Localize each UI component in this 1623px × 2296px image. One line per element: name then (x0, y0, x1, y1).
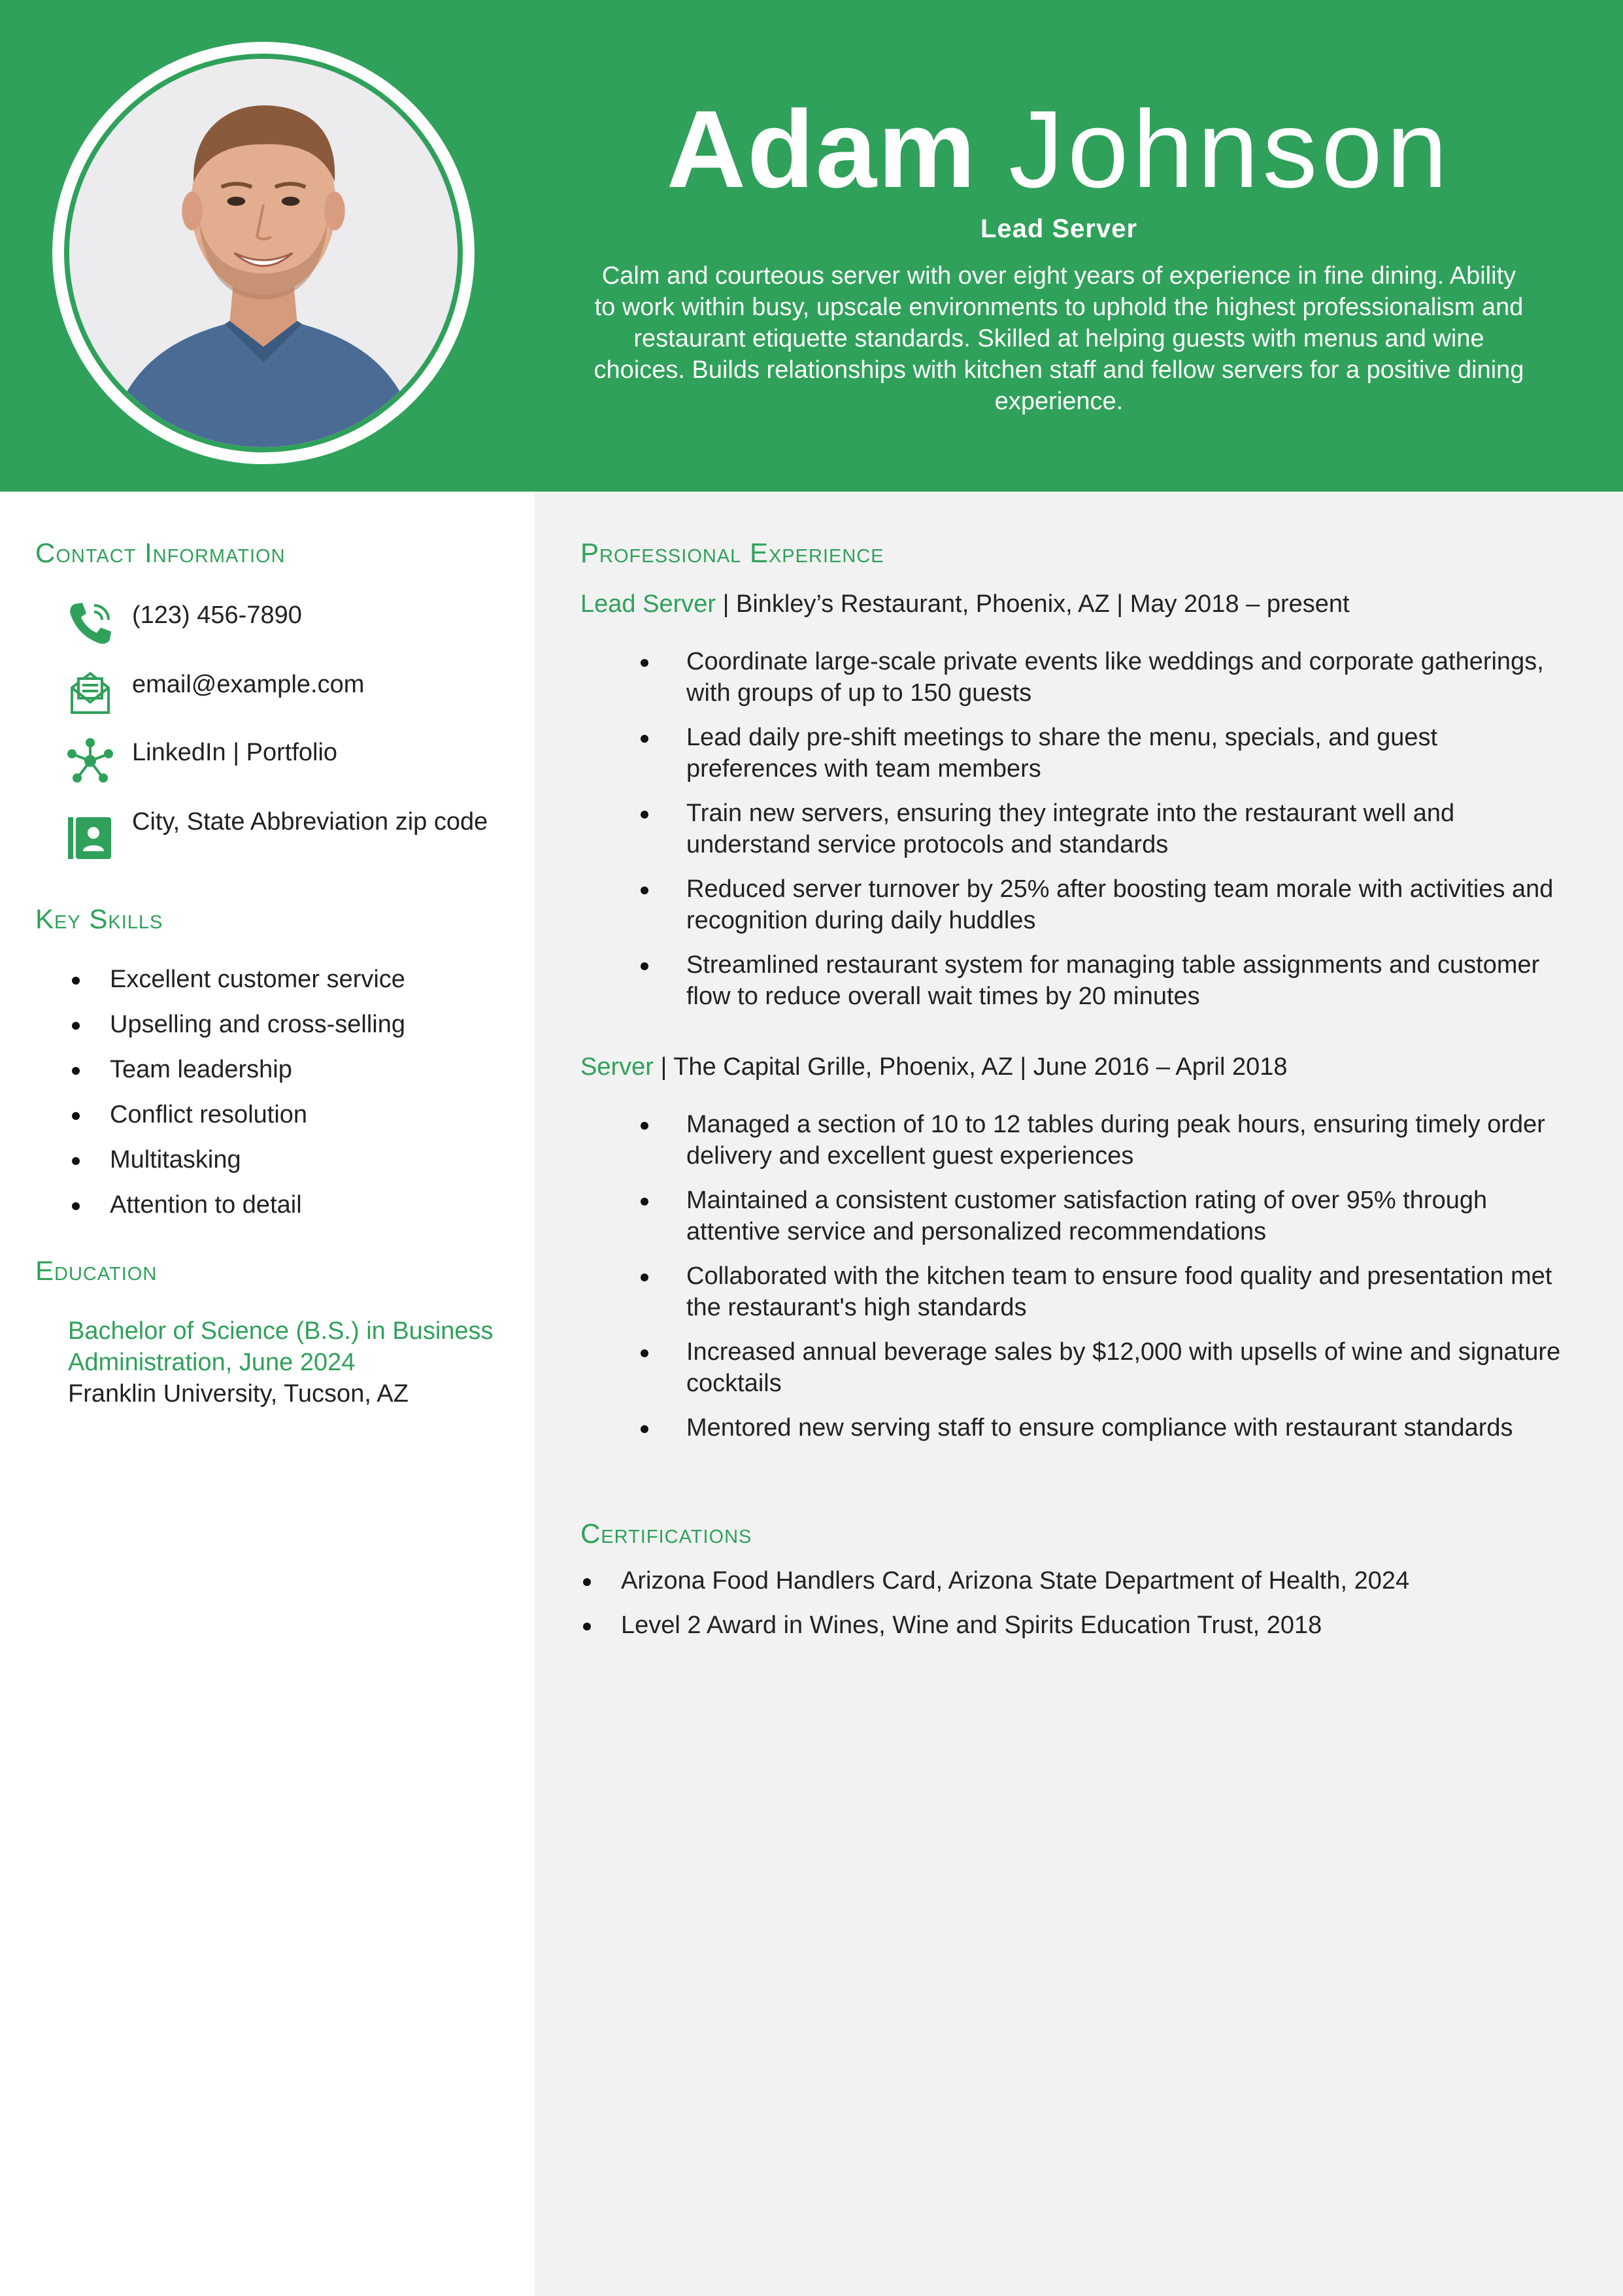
skill-item: Excellent customer service (68, 964, 526, 995)
professional-summary: Calm and courteous server with over eight years of experience in fine dining. Ability to work within busy, upscale environments to uphold the highest professionalism and restaurant etiquette standards. Skilled at helping guests with menus and wine choices. Builds relationships with kitchen staff and fellow servers for a positive dining experience. (594, 262, 1524, 415)
address: City, State Abbreviation zip code (132, 808, 488, 836)
profile-links[interactable]: LinkedIn | Portfolio (132, 739, 338, 766)
experience-bullet: Increased annual beverage sales by $12,000 with upsells of wine and signature cocktails (621, 1336, 1562, 1399)
job-2-bullets (621, 1109, 1562, 1457)
experience-bullet: Train new servers, ensuring they integrate into the restaurant well and understand service protocols and standards (621, 798, 1562, 860)
education-degree: Bachelor of Science (B.S.) in Business Administration, June 2024 (68, 1317, 494, 1376)
skill-item: Conflict resolution (68, 1099, 526, 1130)
skills-list (68, 964, 526, 1234)
certification-item: Arizona Food Handlers Card, Arizona State Department of Health, 2024 (579, 1565, 1573, 1596)
address-card-icon (65, 813, 115, 863)
experience-bullet: Managed a section of 10 to 12 tables during peak hours, ensuring timely order delivery and excellent guest experiences (621, 1109, 1562, 1172)
experience-bullet: Mentored new serving staff to ensure compliance with restaurant standards (621, 1412, 1562, 1443)
profile-photo-frame (52, 42, 475, 464)
candidate-name (562, 84, 1556, 214)
experience-section-title: Professional Experience (580, 537, 884, 568)
phone-icon (65, 599, 115, 649)
contact-section-title: Contact Information (35, 537, 286, 568)
experience-bullet: Reduced server turnover by 25% after boosting team morale with activities and recognition during daily huddles (621, 873, 1562, 936)
skill-item: Upselling and cross-selling (68, 1009, 526, 1040)
experience-bullet: Streamlined restaurant system for managing table assignments and customer flow to reduce overall wait times by 20 minutes (621, 949, 1562, 1012)
job-2-role: Server (580, 1053, 654, 1081)
experience-bullet: Maintained a consistent customer satisfaction rating of over 95% through attentive service and personalized recommendations (621, 1185, 1562, 1247)
experience-bullet: Lead daily pre-shift meetings to share the menu, specials, and guest preferences with team members (621, 722, 1562, 785)
job-1-role: Lead Server (580, 590, 716, 618)
education-school: Franklin University, Tucson, AZ (68, 1380, 409, 1408)
last-name: Johnson (1009, 88, 1452, 211)
envelope-icon (65, 668, 115, 718)
experience-bullet: Collaborated with the kitchen team to ensure food quality and presentation met the restaurant's high standards (621, 1260, 1562, 1323)
job-title: Lead Server (980, 214, 1138, 243)
phone-number: (123) 456-7890 (132, 601, 302, 629)
job-1-details: | Binkley’s Restaurant, Phoenix, AZ | May 2018 – present (716, 590, 1350, 618)
job-2-details: | The Capital Grille, Phoenix, AZ | June 2016 – April 2018 (653, 1053, 1288, 1081)
email-address[interactable]: email@example.com (132, 671, 365, 698)
education-section-title: Education (35, 1255, 158, 1286)
skill-item: Attention to detail (68, 1189, 526, 1221)
first-name: Adam (666, 88, 977, 211)
job-2-header (580, 1051, 1288, 1083)
network-icon (65, 736, 115, 786)
certifications-section-title: Certifications (580, 1518, 752, 1549)
skill-item: Multitasking (68, 1144, 526, 1175)
skill-item: Team leadership (68, 1054, 526, 1085)
job-1-bullets (621, 646, 1562, 1025)
job-1-header (580, 588, 1350, 620)
header-banner (0, 0, 1623, 492)
certification-item: Level 2 Award in Wines, Wine and Spirits Education Trust, 2018 (579, 1610, 1573, 1641)
experience-bullet: Coordinate large-scale private events like weddings and corporate gatherings, with groups of up to 150 guests (621, 646, 1562, 709)
skills-section-title: Key Skills (35, 903, 163, 934)
profile-photo (69, 59, 458, 447)
certifications-list (579, 1565, 1573, 1654)
